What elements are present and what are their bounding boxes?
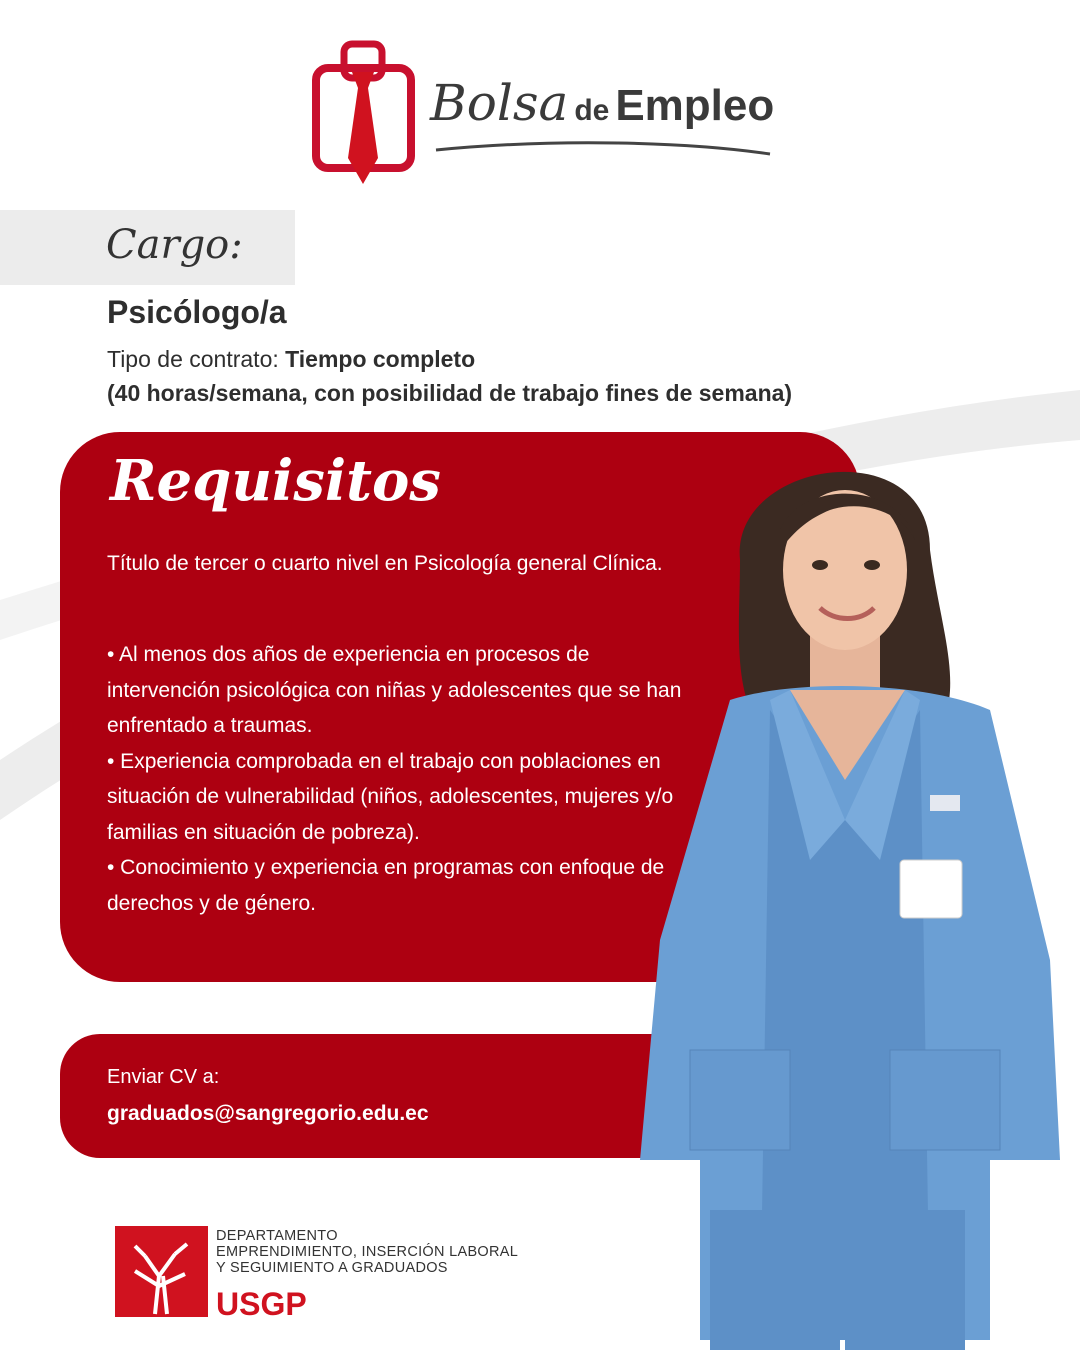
contract-type: Tiempo completo [285, 346, 476, 372]
dept-line-2: EMPRENDIMIENTO, INSERCIÓN LABORAL [216, 1244, 519, 1260]
cv-email-link[interactable]: graduados@sangregorio.edu.ec [107, 1102, 429, 1125]
usgp-wordmark: USGP [216, 1286, 307, 1322]
requisito-item: • Conocimiento y experiencia en programas con enfoque de derechos y de género. [107, 856, 671, 915]
logo-empleo-text: Empleo [615, 81, 775, 130]
psychologist-photo [630, 440, 1080, 1350]
contract-info [107, 342, 792, 410]
logo-bolsa-text: Bolsa [430, 74, 569, 132]
requisitos-list [107, 637, 687, 921]
dept-line-3: Y SEGUIMIENTO A GRADUADOS [216, 1260, 448, 1276]
logo-wordmark [430, 74, 774, 132]
logo-de-text: de [574, 94, 610, 127]
job-title: Psicólogo/a [107, 294, 287, 330]
requisitos-intro: Título de tercer o cuarto nivel en Psicología general Clínica. [107, 552, 663, 575]
requisito-item: • Al menos dos años de experiencia en procesos de intervención psicológica con niñas y adolescentes que se han enfrentado a traumas. [107, 643, 688, 737]
requisito-item: • Experiencia comprobada en el trabajo con poblaciones en situación de vulnerabilidad (niños, adolescentes, mujeres y/o familias en situación de pobreza). [107, 749, 680, 844]
contract-prefix: Tipo de contrato: [107, 346, 286, 372]
cargo-label: Cargo: [106, 222, 243, 268]
usgp-tree-logo [115, 1226, 208, 1317]
contract-detail: (40 horas/semana, con posibilidad de trabajo fines de semana) [107, 380, 793, 406]
department-text [216, 1228, 518, 1276]
cv-label: Enviar CV a: [107, 1066, 220, 1088]
dept-line-1: DEPARTAMENTO [216, 1228, 338, 1244]
requisitos-title: Requisitos [110, 448, 441, 514]
